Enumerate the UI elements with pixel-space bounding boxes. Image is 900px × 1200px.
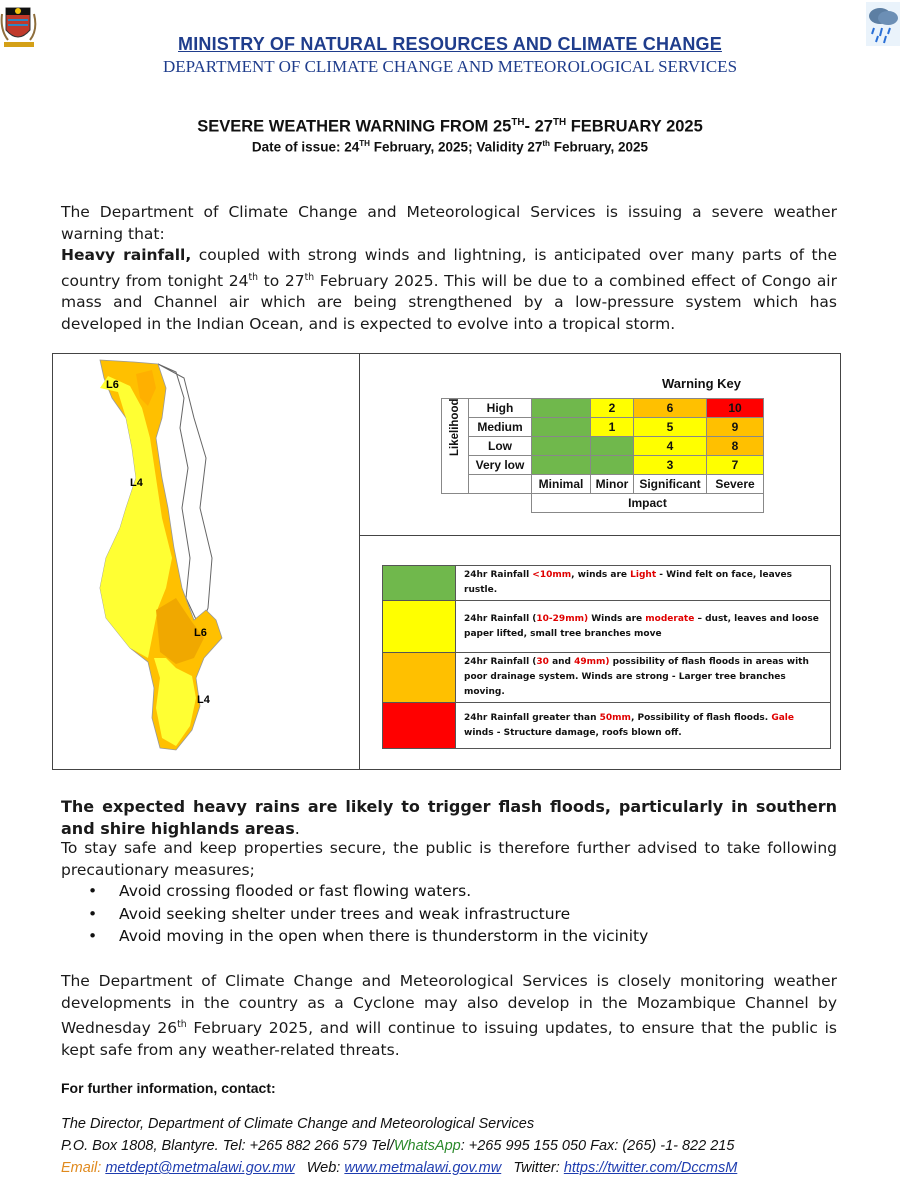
- list-item: • Avoid crossing flooded or fast flowing waters.: [80, 880, 648, 903]
- matrix-cell: 10: [707, 399, 764, 418]
- legend-text-yellow: 24hr Rainfall (10-29mm) Winds are moderate – dust, leaves and loose paper lifted, small tree branches move: [456, 601, 831, 653]
- department-heading: DEPARTMENT OF CLIMATE CHANGE AND METEOROLOGICAL SERVICES: [162, 57, 738, 76]
- warning-key-title: Warning Key: [662, 376, 741, 391]
- map-zone-label: L6: [194, 627, 207, 639]
- monitoring-paragraph: The Department of Climate Change and Meteorological Services is closely monitoring weather developments in the country as a Cyclone may also develop in the Mozambique Channel by Wednesday 26th February 2025, and will continue to issuing updates, to ensure that the public is kept safe from any weather-related threats.: [61, 972, 838, 1059]
- advice-paragraph: To stay safe and keep properties secure, the public is therefore further advised to take following precautionary measures;: [61, 839, 837, 879]
- flash-flood-statement: The expected heavy rains are likely to trigger flash floods, particularly in southern and shire highlands areas.: [61, 797, 837, 838]
- matrix-cell: 9: [707, 418, 764, 437]
- legend-swatch-yellow: [383, 601, 456, 653]
- website-link[interactable]: www.metmalawi.gov.mw: [344, 1160, 502, 1176]
- web-label: Web:: [306, 1160, 341, 1176]
- impact-axis-label: Impact: [532, 494, 764, 513]
- matrix-cell: [532, 399, 591, 418]
- matrix-cell: 1: [591, 418, 634, 437]
- legend-swatch-green: [383, 566, 456, 601]
- impact-column-label: Severe: [707, 475, 764, 494]
- email-link[interactable]: metdept@metmalawi.gov.mw: [105, 1160, 295, 1176]
- legend-text-red: 24hr Rainfall greater than 50mm, Possibility of flash floods. Gale winds - Structure damage, roofs blown off.: [456, 703, 831, 749]
- warning-key-matrix: [441, 398, 764, 513]
- matrix-row-label: Medium: [469, 418, 532, 437]
- matrix-cell: 2: [591, 399, 634, 418]
- matrix-row-label: High: [469, 399, 532, 418]
- map-zone-label: L6: [106, 379, 119, 391]
- malawi-warning-map: [96, 358, 266, 758]
- map-zone-label: L4: [130, 477, 143, 489]
- rainfall-legend-table: [382, 565, 831, 749]
- issue-date-line: Date of issue: 24TH February, 2025; Validity 27th February, 2025: [251, 139, 649, 155]
- figure-divider: [359, 353, 360, 770]
- impact-column-label: Significant: [634, 475, 707, 494]
- contact-director: The Director, Department of Climate Change and Meteorological Services: [61, 1116, 535, 1132]
- matrix-cell: [591, 456, 634, 475]
- matrix-cell: 5: [634, 418, 707, 437]
- map-zone-label: L4: [197, 694, 210, 706]
- list-item: • Avoid seeking shelter under trees and weak infrastructure: [80, 903, 648, 926]
- warning-title: SEVERE WEATHER WARNING FROM 25TH- 27TH FEBRUARY 2025: [197, 117, 703, 136]
- matrix-cell: 7: [707, 456, 764, 475]
- legend-swatch-red: [383, 703, 456, 749]
- matrix-cell: [532, 456, 591, 475]
- matrix-cell: 3: [634, 456, 707, 475]
- legend-text-green: 24hr Rainfall <10mm, winds are Light - Wind felt on face, leaves rustle.: [456, 566, 831, 601]
- matrix-cell: 6: [634, 399, 707, 418]
- legend-text-orange: 24hr Rainfall (30 and 49mm) possibility of flash floods in areas with poor drainage system. Winds are strong - Larger tree branches moving.: [456, 653, 831, 703]
- contact-phone-line: P.O. Box 1808, Blantyre. Tel: +265 882 266 579 Tel/WhatsApp: +265 995 155 050 Fax: (265) -1- 822 215: [61, 1138, 735, 1154]
- likelihood-axis: Likelihood: [442, 399, 469, 494]
- contact-online-line: [61, 1157, 891, 1179]
- twitter-label: Twitter:: [513, 1160, 560, 1176]
- email-label: Email:: [61, 1160, 102, 1176]
- ministry-heading: MINISTRY OF NATURAL RESOURCES AND CLIMATE CHANGE: [178, 34, 722, 54]
- precaution-list: [80, 880, 648, 948]
- impact-column-label: Minor: [591, 475, 634, 494]
- matrix-corner: [469, 475, 532, 494]
- matrix-cell: 8: [707, 437, 764, 456]
- list-item: • Avoid moving in the open when there is thunderstorm in the vicinity: [80, 925, 648, 948]
- matrix-cell: [591, 437, 634, 456]
- twitter-link[interactable]: https://twitter.com/DccmsM: [563, 1160, 738, 1176]
- matrix-cell: 4: [634, 437, 707, 456]
- intro-paragraph: The Department of Climate Change and Meteorological Services is issuing a severe weather warning that: Heavy rainfall, coupled with strong winds and lightning, is anticipated over many parts of the country from tonight 24th to 27th February 2025. This will be due to a combined effect of Congo air mass and Channel air which are being strengthened by a low-pressure system which has developed in the Indian Ocean, and is expected to evolve into a tropical storm.: [61, 203, 837, 333]
- legend-swatch-orange: [383, 653, 456, 703]
- matrix-cell: [532, 418, 591, 437]
- figure-divider: [359, 535, 841, 536]
- impact-column-label: Minimal: [532, 475, 591, 494]
- matrix-row-label: Low: [469, 437, 532, 456]
- matrix-row-label: Very low: [469, 456, 532, 475]
- contact-heading: For further information, contact:: [61, 1080, 276, 1096]
- matrix-cell: [532, 437, 591, 456]
